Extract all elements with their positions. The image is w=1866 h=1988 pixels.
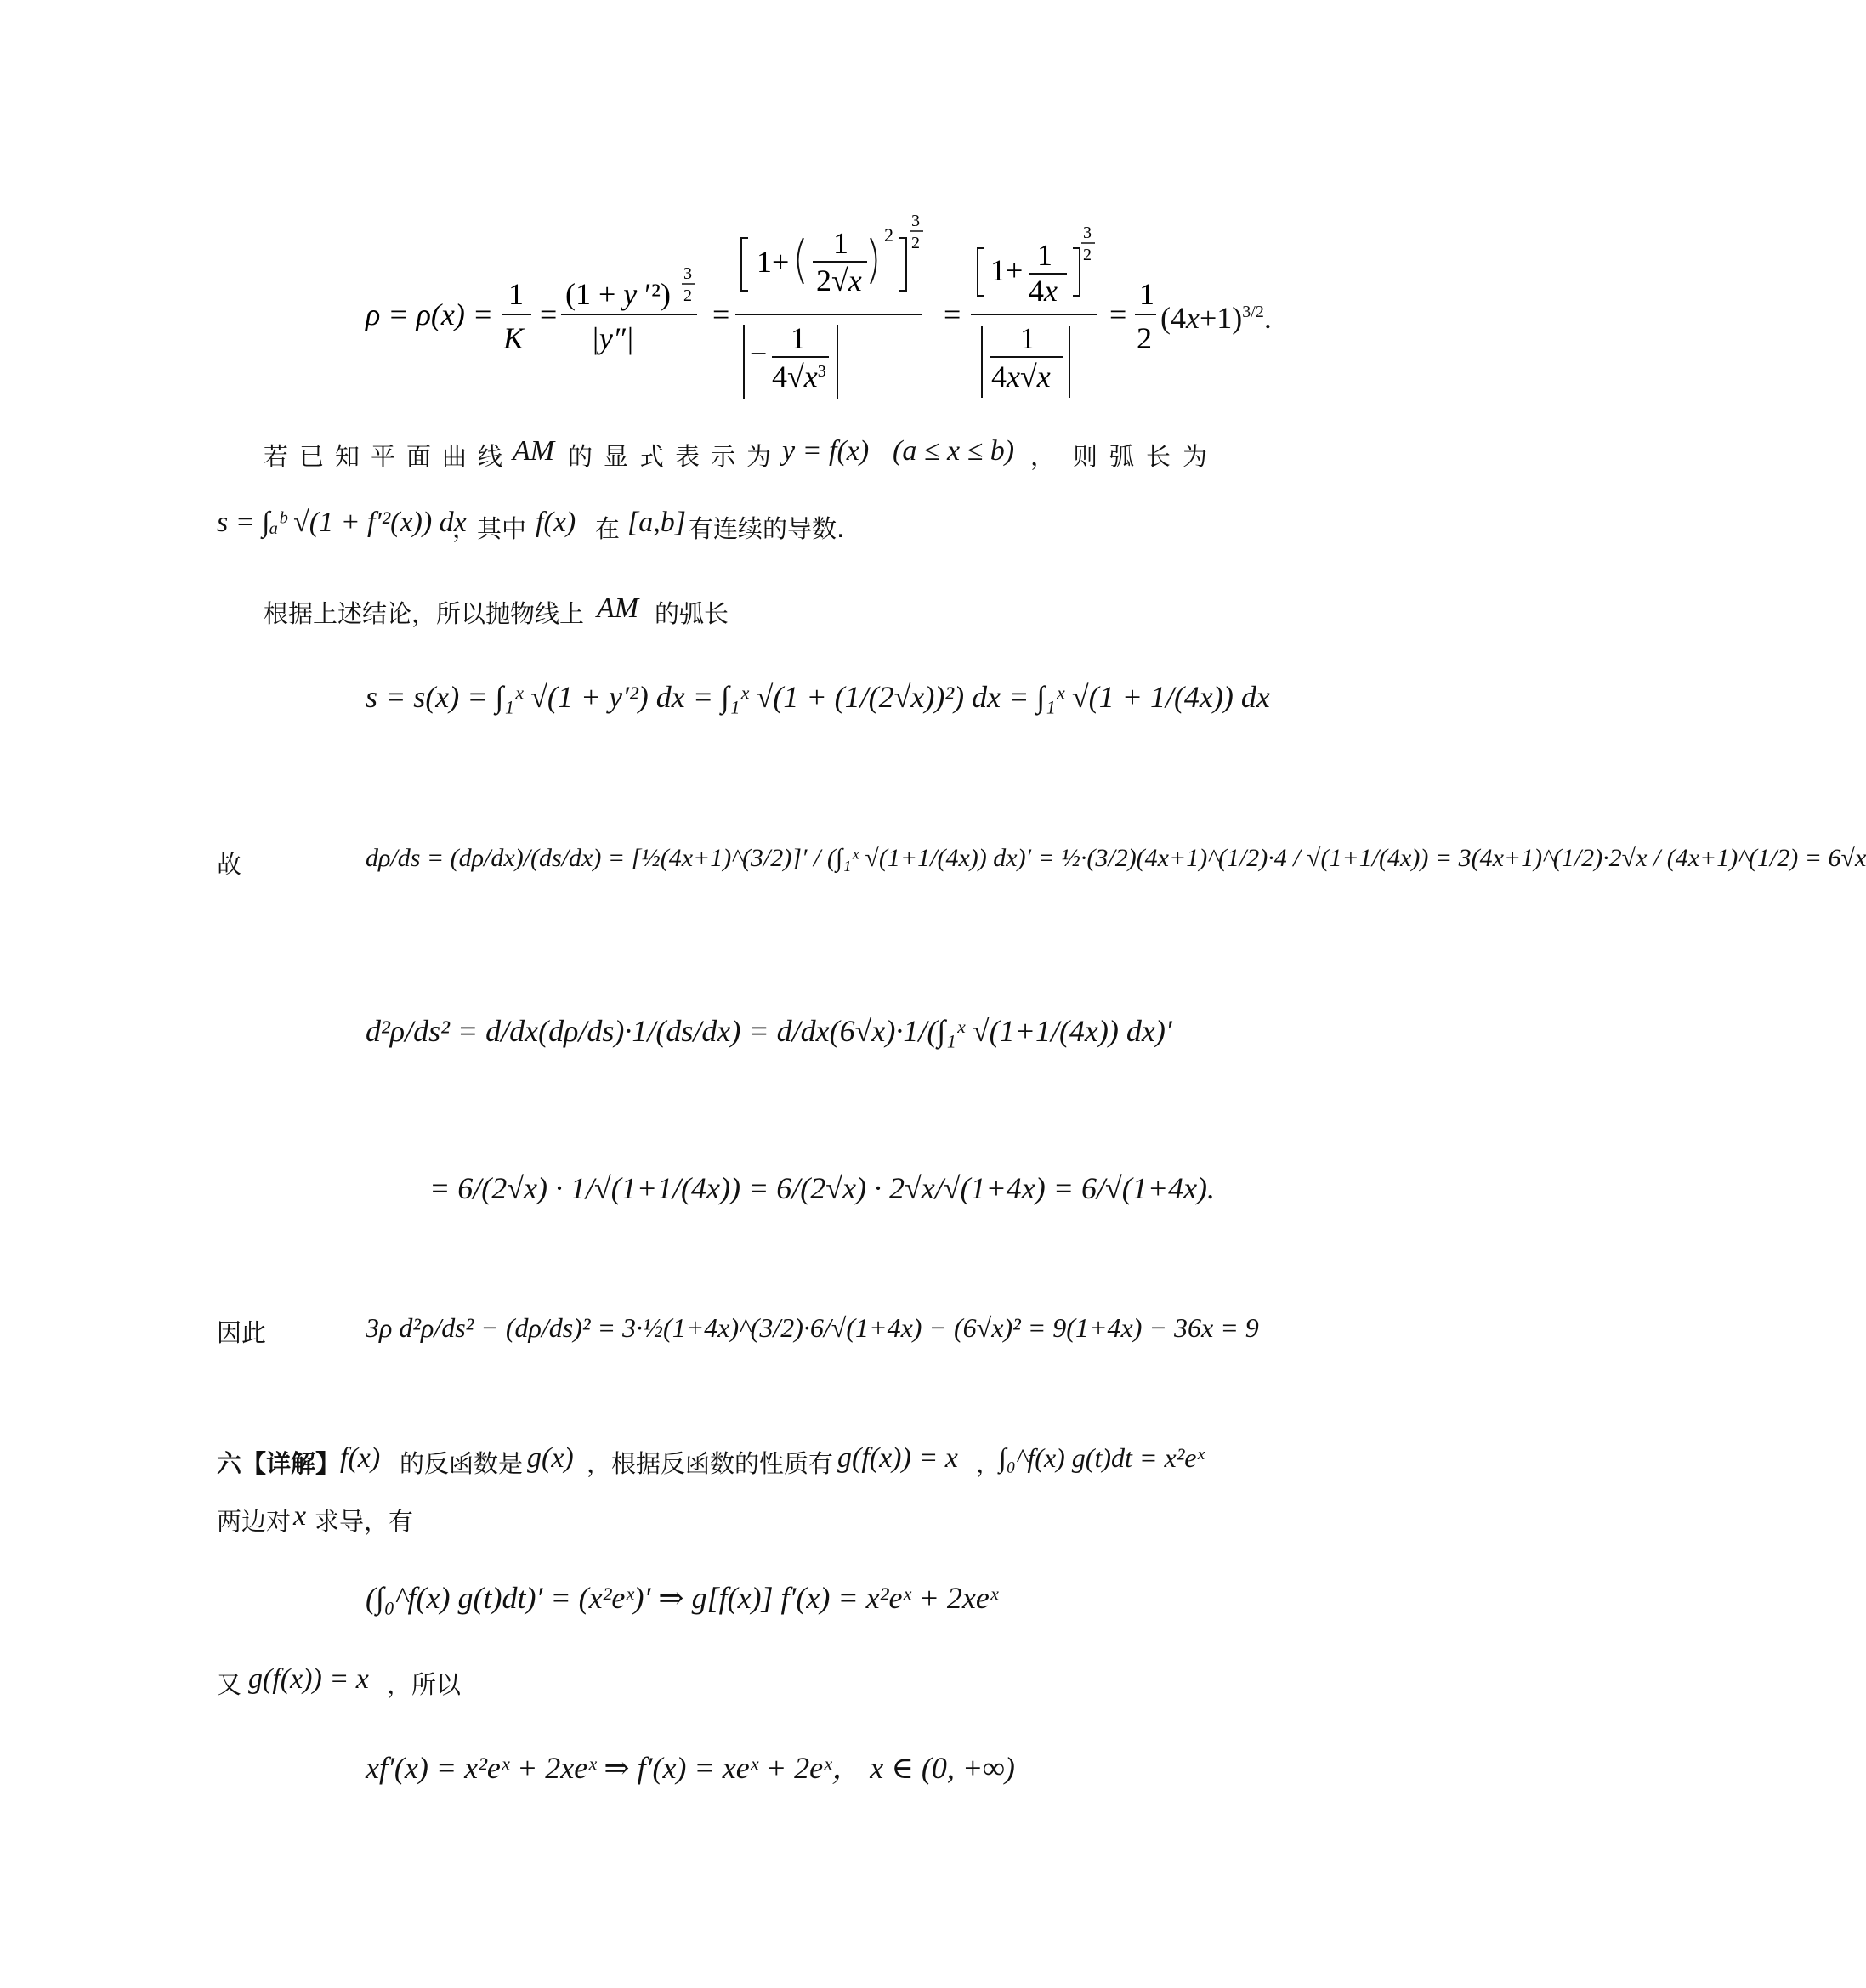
para2-end: 的弧长	[655, 599, 729, 628]
equation-last: xf′(x) = x²eˣ + 2xeˣ ⇒ f′(x) = xeˣ + 2eˣ， x ∈ (0, +∞)	[366, 1751, 1015, 1785]
sec6-line2a: 两边对	[217, 1507, 292, 1536]
equation-arc-length-s: s = s(x) = ∫₁ˣ √(1 + y′²) dx = ∫₁ˣ √(1 + (1/(2√x))²) dx = ∫₁ˣ √(1 + 1/(4x)) dx	[366, 680, 1270, 714]
svg-text:2√x: 2√x	[816, 263, 862, 297]
svg-text:1: 1	[1037, 238, 1052, 272]
svg-text:3: 3	[911, 212, 920, 230]
svg-text:=: =	[712, 297, 730, 331]
svg-text:4x: 4x	[1029, 274, 1058, 308]
para1-comma: ，	[1030, 442, 1056, 471]
equation-derivative: (∫₀^f(x) g(t)dt)′ = (x²eˣ)′ ⇒ g[f(x)] f′(x) = x²eˣ + 2xeˣ	[366, 1581, 998, 1615]
eq-rho-one: 1	[508, 277, 524, 311]
svg-text:2: 2	[911, 234, 920, 252]
svg-text:4√x3: $4√x^3$	[772, 360, 826, 394]
formula-range: (a ≤ x ≤ b)	[893, 435, 1015, 467]
para1-line1-end: 则弧长为	[1073, 442, 1220, 471]
equation-d2rho-ds2: d²ρ/ds² = d/dx(dρ/ds)·1/(ds/dx) = d/dx(6√x)·1/(∫₁ˣ √(1+1/(4x)) dx)′	[366, 1014, 1172, 1048]
equation-final-identity: 3ρ d²ρ/ds² − (dρ/ds)² = 3·½(1+4x)^(3/2)·6/√(1+4x) − (6√x)² = 9(1+4x) − 36x = 9	[366, 1312, 1259, 1343]
eq-rho-tail: $(4x+1)^{3/2}$.	[1160, 301, 1272, 335]
svg-text:=: =	[1109, 297, 1127, 331]
svg-text:=: =	[944, 297, 961, 331]
svg-text:2: 2	[884, 224, 893, 246]
sec6-heading: 六【详解】	[217, 1449, 341, 1478]
svg-text:=: =	[540, 297, 558, 331]
arc-am-2: AM	[597, 592, 639, 624]
formula-interval: [a,b]	[627, 507, 686, 538]
eq-rho-den: |y″|	[591, 321, 634, 355]
formula-y-fx: y = f(x)	[782, 435, 870, 467]
svg-text:3: 3	[683, 264, 692, 283]
para1-line1-mid: 的显式表示为	[568, 442, 783, 471]
svg-text:2: 2	[1137, 321, 1152, 355]
line-you-gfx: g(f(x)) = x	[248, 1663, 369, 1695]
sec6-fx: f(x)	[340, 1442, 381, 1474]
label-gu: 故	[217, 850, 242, 879]
svg-text:1: 1	[791, 321, 806, 355]
sec6-t2: ，根据反函数的性质有	[587, 1449, 834, 1478]
sec6-gx: g(x)	[527, 1442, 574, 1474]
sec6-comma: ，	[976, 1449, 1001, 1478]
equation-drho-ds: dρ/ds = (dρ/dx)/(ds/dx) = [½(4x+1)^(3/2)]′ / (∫₁ˣ √(1+1/(4x)) dx)′ = ½·(3/2)(4x+1)^(1/2)·4 / √(1+1/(4x)) = 3(4x+1)^(1/2)·2√x / (4x+1)^(1/2) = 6√x	[366, 844, 1866, 872]
sec6-integral: ∫₀^f(x) g(t)dt = x²eˣ	[999, 1442, 1205, 1473]
arc-am-1: AM	[513, 435, 555, 467]
equation-d2rho-result: = 6/(2√x) · 1/√(1+1/(4x)) = 6/(2√x) · 2√x/√(1+4x) = 6/√(1+4x).	[429, 1171, 1216, 1205]
para1-line2-end: 有连续的导数.	[689, 514, 845, 543]
svg-text:2: 2	[1083, 246, 1092, 264]
svg-text:1: 1	[1139, 277, 1154, 311]
svg-text:3: 3	[1083, 224, 1092, 242]
svg-text:1: 1	[1020, 321, 1035, 355]
label-yinci: 因此	[217, 1318, 267, 1347]
sec6-x: x	[293, 1500, 307, 1532]
sec6-line2b: 求导，有	[315, 1507, 414, 1536]
line-you-a: 又	[217, 1670, 242, 1699]
para2-text: 根据上述结论，所以抛物线上	[264, 599, 585, 628]
formula-arc-length: s = ∫ₐᵇ √(1 + f′²(x)) dx	[217, 507, 467, 538]
eq-rho-k: K	[503, 321, 525, 355]
eq-rho-lhs: ρ = ρ(x) =	[366, 297, 494, 331]
formula-fx: f(x)	[536, 507, 576, 538]
para1-in: 在	[595, 514, 621, 543]
svg-text:1: 1	[833, 226, 848, 260]
svg-text:1+: 1+	[757, 245, 790, 279]
para1-line2-text: ，其中	[452, 514, 527, 543]
svg-text:4x√x: 4x√x	[991, 360, 1051, 394]
svg-text:−: −	[750, 337, 768, 371]
para1-line1: 若已知平面曲线	[264, 442, 514, 471]
sec6-t1: 的反函数是	[400, 1449, 524, 1478]
sec6-gfx: g(f(x)) = x	[837, 1442, 958, 1474]
line-you-b: ，所以	[387, 1670, 462, 1699]
svg-text:1+: 1+	[990, 253, 1024, 287]
svg-text:2: 2	[683, 286, 692, 305]
equation-curvature-radius	[357, 212, 1207, 408]
eq-rho-num: (1 + y ′²)	[565, 277, 671, 311]
